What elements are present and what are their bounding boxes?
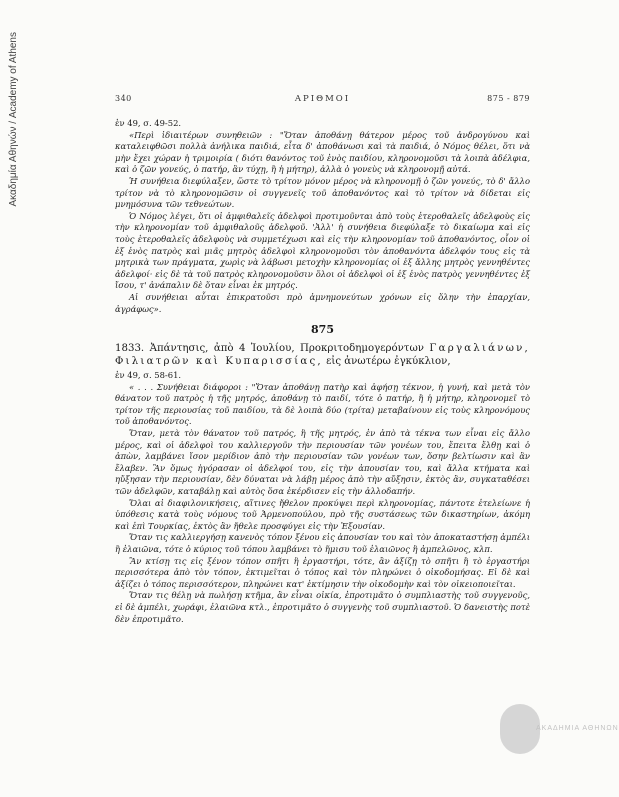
previous-entry-paragraph: «Περὶ ἰδιαιτέρων συνηθειῶν : "Ὅταν ἀποθάνῃ θάτερον μέρος τοῦ ἀνδρογύνου καὶ καταλειφθῶσι πολλὰ ἀνήλικα παιδιά, εἶτα δ' ἀποθάνωσι καὶ τὰ παιδιά, ὁ Νόμος θέλει, ὅτι νὰ μὴν ἔχει χώραν ἡ τριμοιρία ( διότι θανόντος τοῦ ἑνὸς παιδίου, κληρονομοῦσι τὰ λοιπὰ ἀδέλφια, καὶ ὁ ζῶν γονεύς, ὁ πατήρ, ἂν τύχῃ, ἢ ἡ μήτηρ), ἀλλὰ ὁ γονεὺς νὰ κληρονομῇ αὐτά. bbox=[115, 129, 530, 175]
entry-heading-text: Ἀπάντησις, ἀπὸ 4 Ἰουλίου, Προκριτοδημογερόντων bbox=[149, 343, 424, 355]
running-title: ΑΡΙΘΜΟΙ bbox=[294, 94, 351, 104]
entry-heading-tail: εἰς ἀνωτέρω ἐγκύκλιον, bbox=[326, 356, 451, 368]
previous-entry-paragraph: Ἡ συνήθεια διεφύλαξεν, ὥστε τὸ τρίτον μόνον μέρος νὰ κληρονομῇ ὁ ζῶν γονεύς, τὸ δ' ἄλλο τρίτον νὰ τὸ κληρονομῶσιν οἱ συγγενεῖς τοῦ ἀποθανόντος καὶ τὸ τρίτον νὰ δίδεται εἰς μνημόσυνα τῶν τεθνεώτων. bbox=[115, 175, 530, 210]
entry-paragraph: Ὅταν τις καλλιεργήσῃ κανενὸς τόπον ξένου εἰς ἀπουσίαν του καὶ τὸν ἀποκαταστήσῃ ἀμπέλι ἢ ἐλαιῶνα, τότε ὁ κύριος τοῦ τόπου λαμβάνει τὸ ἥμισυ τοῦ ἐλαιῶνος ἢ ἀμπελῶνος, κλπ. bbox=[115, 532, 530, 554]
watermark-text: ΑΚΑΔΗΜΙΑ ΑΘΗΝΩΝ bbox=[536, 725, 619, 732]
entry-paragraph: « . . . Συνήθειαι διάφοροι : "Ὅταν ἀποθάνῃ πατὴρ καὶ ἀφήσῃ τέκνον, ἡ γυνή, καὶ μετὰ τὸν θάνατον τοῦ πατρὸς ἡ τῆς μητρός, ἀποθάνῃ τὸ παιδί, τότε ὁ πατήρ, ἢ ἡ μήτηρ, κληρονομεῖ τὸ τρίτον τῆς περιουσίας τοῦ παιδίου, τὰ δὲ λοιπὰ δύο (τρίτα) μεταβαίνουν εἰς τοὺς κληρονόμους τοῦ ἀποθανόντος. bbox=[115, 381, 530, 427]
entry-paragraph: Ὅλαι αἱ διαφιλονικήσεις, αἵτινες ἤθελον προκύψει περὶ κληρονομίας, πάντοτε ἐτελείωνε ἡ ὑπόθεσις κατὰ τοὺς νόμους τοῦ Ἀρμενοπούλου, πρὸ τῆς συστάσεως τῶν δικαστηρίων, ἀκόμη καὶ ἐπὶ Τουρκίας, ἐκτὸς ἂν ἤθελε προσφύγει εἰς τὴν Ἐξουσίαν. bbox=[115, 497, 530, 531]
entry-reference: ἐν 49, σ. 58-61. bbox=[115, 370, 182, 381]
previous-entry-paragraph: Ὁ Νόμος λέγει, ὅτι οἱ ἀμφιθαλεῖς ἀδελφοὶ προτιμοῦνται ἀπὸ τοὺς ἑτεροθαλεῖς ἀδελφοὺς εἰς τὴν κληρονομίαν τοῦ ἀμφιθαλοῦς ἀδελφοῦ. 'Ἀλλ' ἡ συνήθεια διεφύλαξε τὸ δικαίωμα καὶ εἰς τοὺς ἑτεροθαλεῖς ἀδελφοὺς νὰ συμμετέχωσι καὶ εἰς τὴν κληρονομίαν τοῦ ἀποθανόντος, οἷον οἱ ἐξ ἑνὸς πατρὸς καὶ μιᾶς μητρὸς ἀδελφοὶ κληρονομοῦσι τὸν ἀποθανόντα ἀδελφόν τους εἰς τὰ μητρικὰ των πράγματα, χωρὶς νὰ λάβωσι μετοχὴν κληρονομίας οἱ ἐξ ἄλλης μητρὸς γεννηθέντες ἀδελφοί· εἰς δὲ τὰ τοῦ πατρὸς κληρονομοῦσιν ὅλοι οἱ ἀδελφοὶ οἱ ἐξ ἑνὸς πατρὸς γεννηθέντες ἐξ ἴσου, τ' ἀνάπαλιν δὲ ὅταν εἶναι ἐκ μητρός. bbox=[115, 210, 530, 291]
academy-watermark bbox=[500, 700, 619, 762]
entry-paragraph: Ἂν κτίσῃ τις εἰς ξένον τόπον σπῆτι ἢ ἐργαστήρι, τότε, ἂν ἀξίζῃ τὸ σπῆτι ἢ τὸ ἐργαστήρι περισσότερα ἀπὸ τὸν τόπον, ἐκτιμεῖται ὁ τόπος καὶ τὸν πληρώνει ὁ οἰκοδομήσας. Εἰ δὲ καὶ ἀξίζει ὁ τόπος περισσότερον, πληρώνει κατ' ἐκτίμησιν τὴν οἰκοδομὴν καὶ τὸν οἰκειοποιεῖται. bbox=[115, 555, 530, 589]
entry-paragraph: Ὅταν, μετὰ τὸν θάνατον τοῦ πατρός, ἢ τῆς μητρός, ἐν ἀπὸ τὰ τέκνα των εἶναι εἰς ἄλλο μέρος, καὶ οἱ ἀδελφοὶ του καλλιεργοῦν τὴν περιουσίαν τῶν γονέων του, ἔπειτα ἔλθῃ καὶ ὁ ἀπὼν, λαμβάνει ἴσον μερίδιον ἀπὸ τὴν περιουσίαν τῶν γονέων των, ὅσην βελτίωσιν καὶ ἂν ἔλαβεν. Ἂν ὅμως ἠγόρασαν οἱ ἀδελφοί του, εἰς τὴν ἀπουσίαν του, καὶ ἄλλα κτήματα καὶ ηὔξησαν τὴν περιουσίαν, δὲν δύναται νὰ λάβῃ μέρος ἀπὸ τὴν αὔξησιν, ἐκτὸς ἂν, συγκαταθέσει τῶν ἀδελφῶν, καταβάλῃ καὶ αὐτὸς ὅσα ἐκέρδισεν εἰς τὴν ἀλλοδαπήν. bbox=[115, 428, 530, 497]
running-head bbox=[115, 94, 530, 104]
entry-body bbox=[115, 370, 530, 625]
athena-head-icon bbox=[500, 704, 540, 754]
entry-heading-places: Γαργαλιάνων, Φιλιατρῶν καὶ Κυπαρισσίας, bbox=[115, 343, 530, 368]
entry-paragraph: Ὅταν τις θέλῃ νὰ πωλήσῃ κτῆμα, ἂν εἶναι οἰκία, ἐπροτιμᾶτο ὁ συμπλιαστὴς τοῦ συγγενοῦς, εἰ δὲ ἀμπέλι, χωράφι, ἐλαιῶνα κτλ., ἐπροτιμᾶτο ὁ συγγενὴς τοῦ συμπλιαστοῦ. Ὁ δανειστὴς ποτὲ δὲν ἐπροτιμᾶτο. bbox=[115, 590, 530, 624]
previous-entry-paragraph: Αἱ συνήθειαι αὗται ἐπικρατοῦσι πρὸ ἀμνημονεύτων χρόνων εἰς ὅλην τὴν ἐπαρχίαν, ἀγράφως». bbox=[115, 291, 530, 314]
previous-entry-text bbox=[115, 118, 530, 315]
entry-range: 875 - 879 bbox=[487, 94, 530, 103]
entry-heading bbox=[115, 342, 530, 368]
entry-year: 1833. bbox=[115, 343, 145, 355]
page-number: 340 bbox=[115, 94, 132, 103]
archive-side-label: Ακαδημία Αθηνών / Academy of Athens bbox=[8, 32, 19, 207]
page-content bbox=[115, 94, 530, 625]
previous-entry-reference: ἐν 49, σ. 49-52. bbox=[115, 118, 182, 128]
entry-number: 875 bbox=[311, 323, 334, 337]
